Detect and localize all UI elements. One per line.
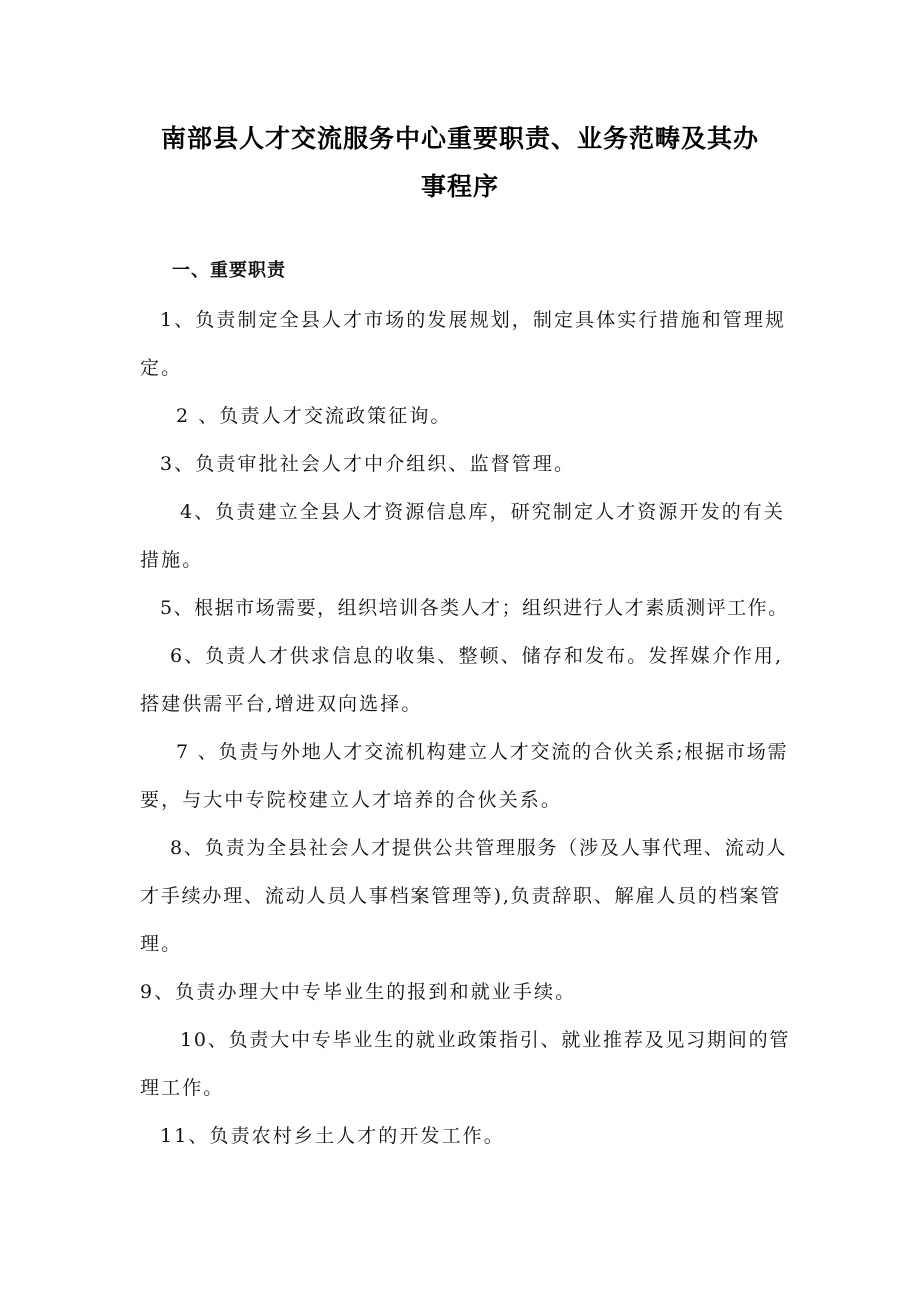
paragraph-line: 10、负责大中专毕业生的就业政策指引、就业推荐及见习期间的管 [180,1029,791,1051]
paragraph-line: 定。 [140,357,183,379]
paragraph-line: 4、负责建立全县人才资源信息库，研究制定人才资源开发的有关 [180,501,785,523]
paragraph-line: 要，与大中专院校建立人才培养的合伙关系。 [140,789,563,811]
paragraph-line: 3、负责审批社会人才中介组织、监督管理。 [160,453,576,475]
paragraph-line: 2 、负责人才交流政策征询。 [176,405,452,427]
paragraph-line: 理工作。 [140,1077,225,1099]
paragraph-line: 7 、负责与外地人才交流机构建立人才交流的合伙关系;根据市场需 [176,741,789,763]
paragraph-line: 6、负责人才供求信息的收集、整顿、储存和发布。发挥媒介作用, [170,645,784,667]
paragraph-line: 搭建供需平台,增进双向选择。 [140,693,423,715]
section-heading: 一、重要职责 [172,260,286,281]
paragraph-line: 5、根据市场需要，组织培训各类人才；组织进行人才素质测评工作。 [160,597,789,619]
document-title-line-2: 事程序 [420,172,499,201]
paragraph-line: 1、负责制定全县人才市场的发展规划，制定具体实行措施和管理规 [160,309,787,331]
document-title-line-1: 南部县人才交流服务中心重要职责、业务范畴及其办 [160,124,759,153]
paragraph-line: 措施。 [140,549,204,571]
paragraph-line: 理。 [140,933,183,955]
paragraph-line: 9、负责办理大中专毕业生的报到和就业手续。 [140,981,577,1003]
paragraph-line: 11、负责农村乡土人才的开发工作。 [160,1125,505,1147]
paragraph-line: 8、负责为全县社会人才提供公共管理服务（涉及人事代理、流动人 [170,837,788,859]
paragraph-line: 才手续办理、流动人员人事档案管理等),负责辞职、解雇人员的档案管 [140,885,782,907]
